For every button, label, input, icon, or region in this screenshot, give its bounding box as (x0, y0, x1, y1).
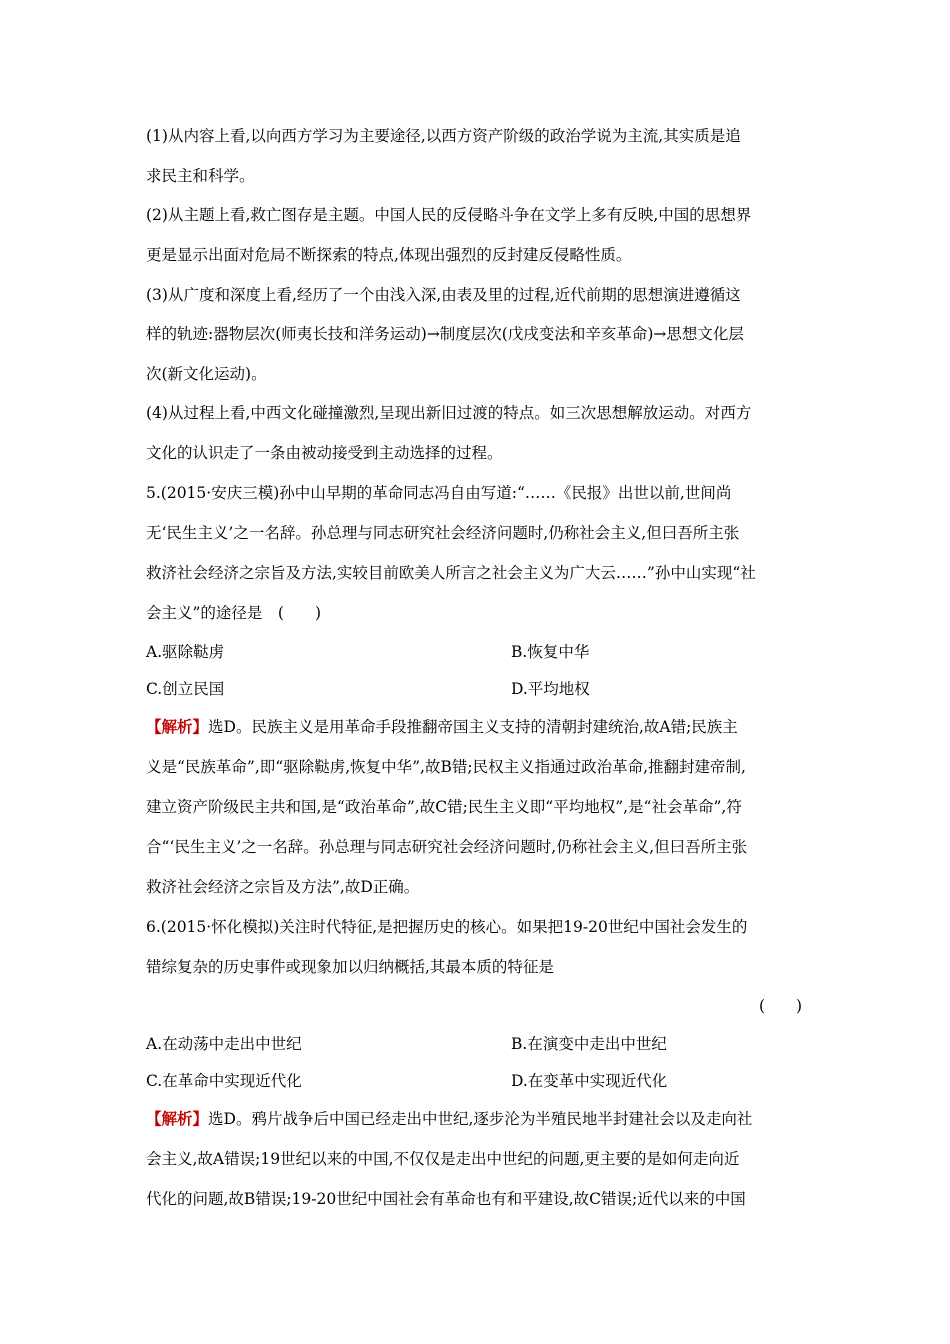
summary-point-1-line-1: (1)从内容上看,以向西方学习为主要途径,以西方资产阶级的政治学说为主流,其实质是追 (146, 127, 741, 145)
question-6-option-c: C.在革命中实现近代化 (146, 1072, 302, 1090)
question-6-analysis-line-1 (146, 1109, 752, 1129)
question-5-analysis-line-2: 义是“民族革命”,即“驱除鞑虏,恢复中华”,故B错;民权主义指通过政治革命,推翻封建帝制, (146, 758, 746, 776)
summary-point-2-line-1: (2)从主题上看,救亡图存是主题。中国人民的反侵略斗争在文学上多有反映,中国的思想界 (146, 206, 752, 224)
summary-point-3-line-1: (3)从广度和深度上看,经历了一个由浅入深,由表及里的过程,近代前期的思想演进遵循这 (146, 286, 741, 304)
question-5-option-d: D.平均地权 (511, 680, 590, 698)
summary-point-1-line-2: 求民主和科学。 (146, 167, 255, 185)
summary-point-3-line-3: 次(新文化运动)。 (146, 365, 267, 383)
question-5-line-2: 无‘民生主义’之一名辞。孙总理与同志研究社会经济问题时,仍称社会主义,但曰吾所主张 (146, 524, 740, 542)
summary-point-2-line-2: 更是显示出面对危局不断探索的特点,体现出强烈的反封建反侵略性质。 (146, 246, 632, 264)
question-6-option-a: A.在动荡中走出中世纪 (146, 1035, 302, 1053)
question-6-line-2: 错综复杂的历史事件或现象加以归纳概括,其最本质的特征是 (146, 958, 554, 976)
question-6-option-b: B.在演变中走出中世纪 (511, 1035, 667, 1053)
question-5-line-3: 救济社会经济之宗旨及方法,实较目前欧美人所言之社会主义为广大云……”孙中山实现“社 (146, 564, 756, 582)
question-6-analysis-line-3: 代化的问题,故B错误;19-20世纪中国社会有革命也有和平建设,故C错误;近代以来的中国 (146, 1190, 746, 1208)
analysis-label: 【解析】 (146, 1109, 209, 1128)
question-6-answer-bracket: ( ) (759, 997, 803, 1015)
question-5-option-a: A.驱除鞑虏 (146, 643, 225, 661)
question-6-option-d: D.在变革中实现近代化 (511, 1072, 668, 1090)
question-5-line-1: 5.(2015·安庆三模)孙中山早期的革命同志冯自由写道:“……《民报》出世以前,世间尚 (146, 484, 732, 502)
summary-point-3-line-2: 样的轨迹:器物层次(师夷长技和洋务运动)→制度层次(戊戌变法和辛亥革命)→思想文化层 (146, 325, 744, 343)
question-5-analysis-line-5: 救济社会经济之宗旨及方法”,故D正确。 (146, 878, 420, 896)
question-5-option-c: C.创立民国 (146, 680, 225, 698)
question-6-analysis-line-2: 会主义,故A错误;19世纪以来的中国,不仅仅是走出中世纪的问题,更主要的是如何走向近 (146, 1150, 740, 1168)
summary-point-4-line-2: 文化的认识走了一条由被动接受到主动选择的过程。 (146, 444, 503, 462)
question-5-option-b: B.恢复中华 (511, 643, 590, 661)
question-5-analysis-line-3: 建立资产阶级民主共和国,是“政治革命”,故C错;民生主义即“平均地权”,是“社会革命”,符 (146, 798, 742, 816)
analysis-text: 选D。民族主义是用革命手段推翻帝国主义支持的清朝封建统治,故A错;民族主 (208, 718, 738, 736)
question-5-analysis-line-1 (146, 717, 738, 737)
summary-point-4-line-1: (4)从过程上看,中西文化碰撞激烈,呈现出新旧过渡的特点。如三次思想解放运动。对西方 (146, 404, 752, 422)
analysis-text: 选D。鸦片战争后中国已经走出中世纪,逐步沦为半殖民地半封建社会以及走向社 (208, 1110, 753, 1128)
question-6-line-1: 6.(2015·怀化模拟)关注时代特征,是把握历史的核心。如果把19-20世纪中国社会发生的 (146, 918, 748, 936)
question-5-analysis-line-4: 合“‘民生主义’之一名辞。孙总理与同志研究社会经济问题时,仍称社会主义,但曰吾所主张 (146, 838, 748, 856)
question-5-line-4: 会主义”的途径是 ( ) (146, 604, 322, 622)
analysis-label: 【解析】 (146, 717, 209, 736)
